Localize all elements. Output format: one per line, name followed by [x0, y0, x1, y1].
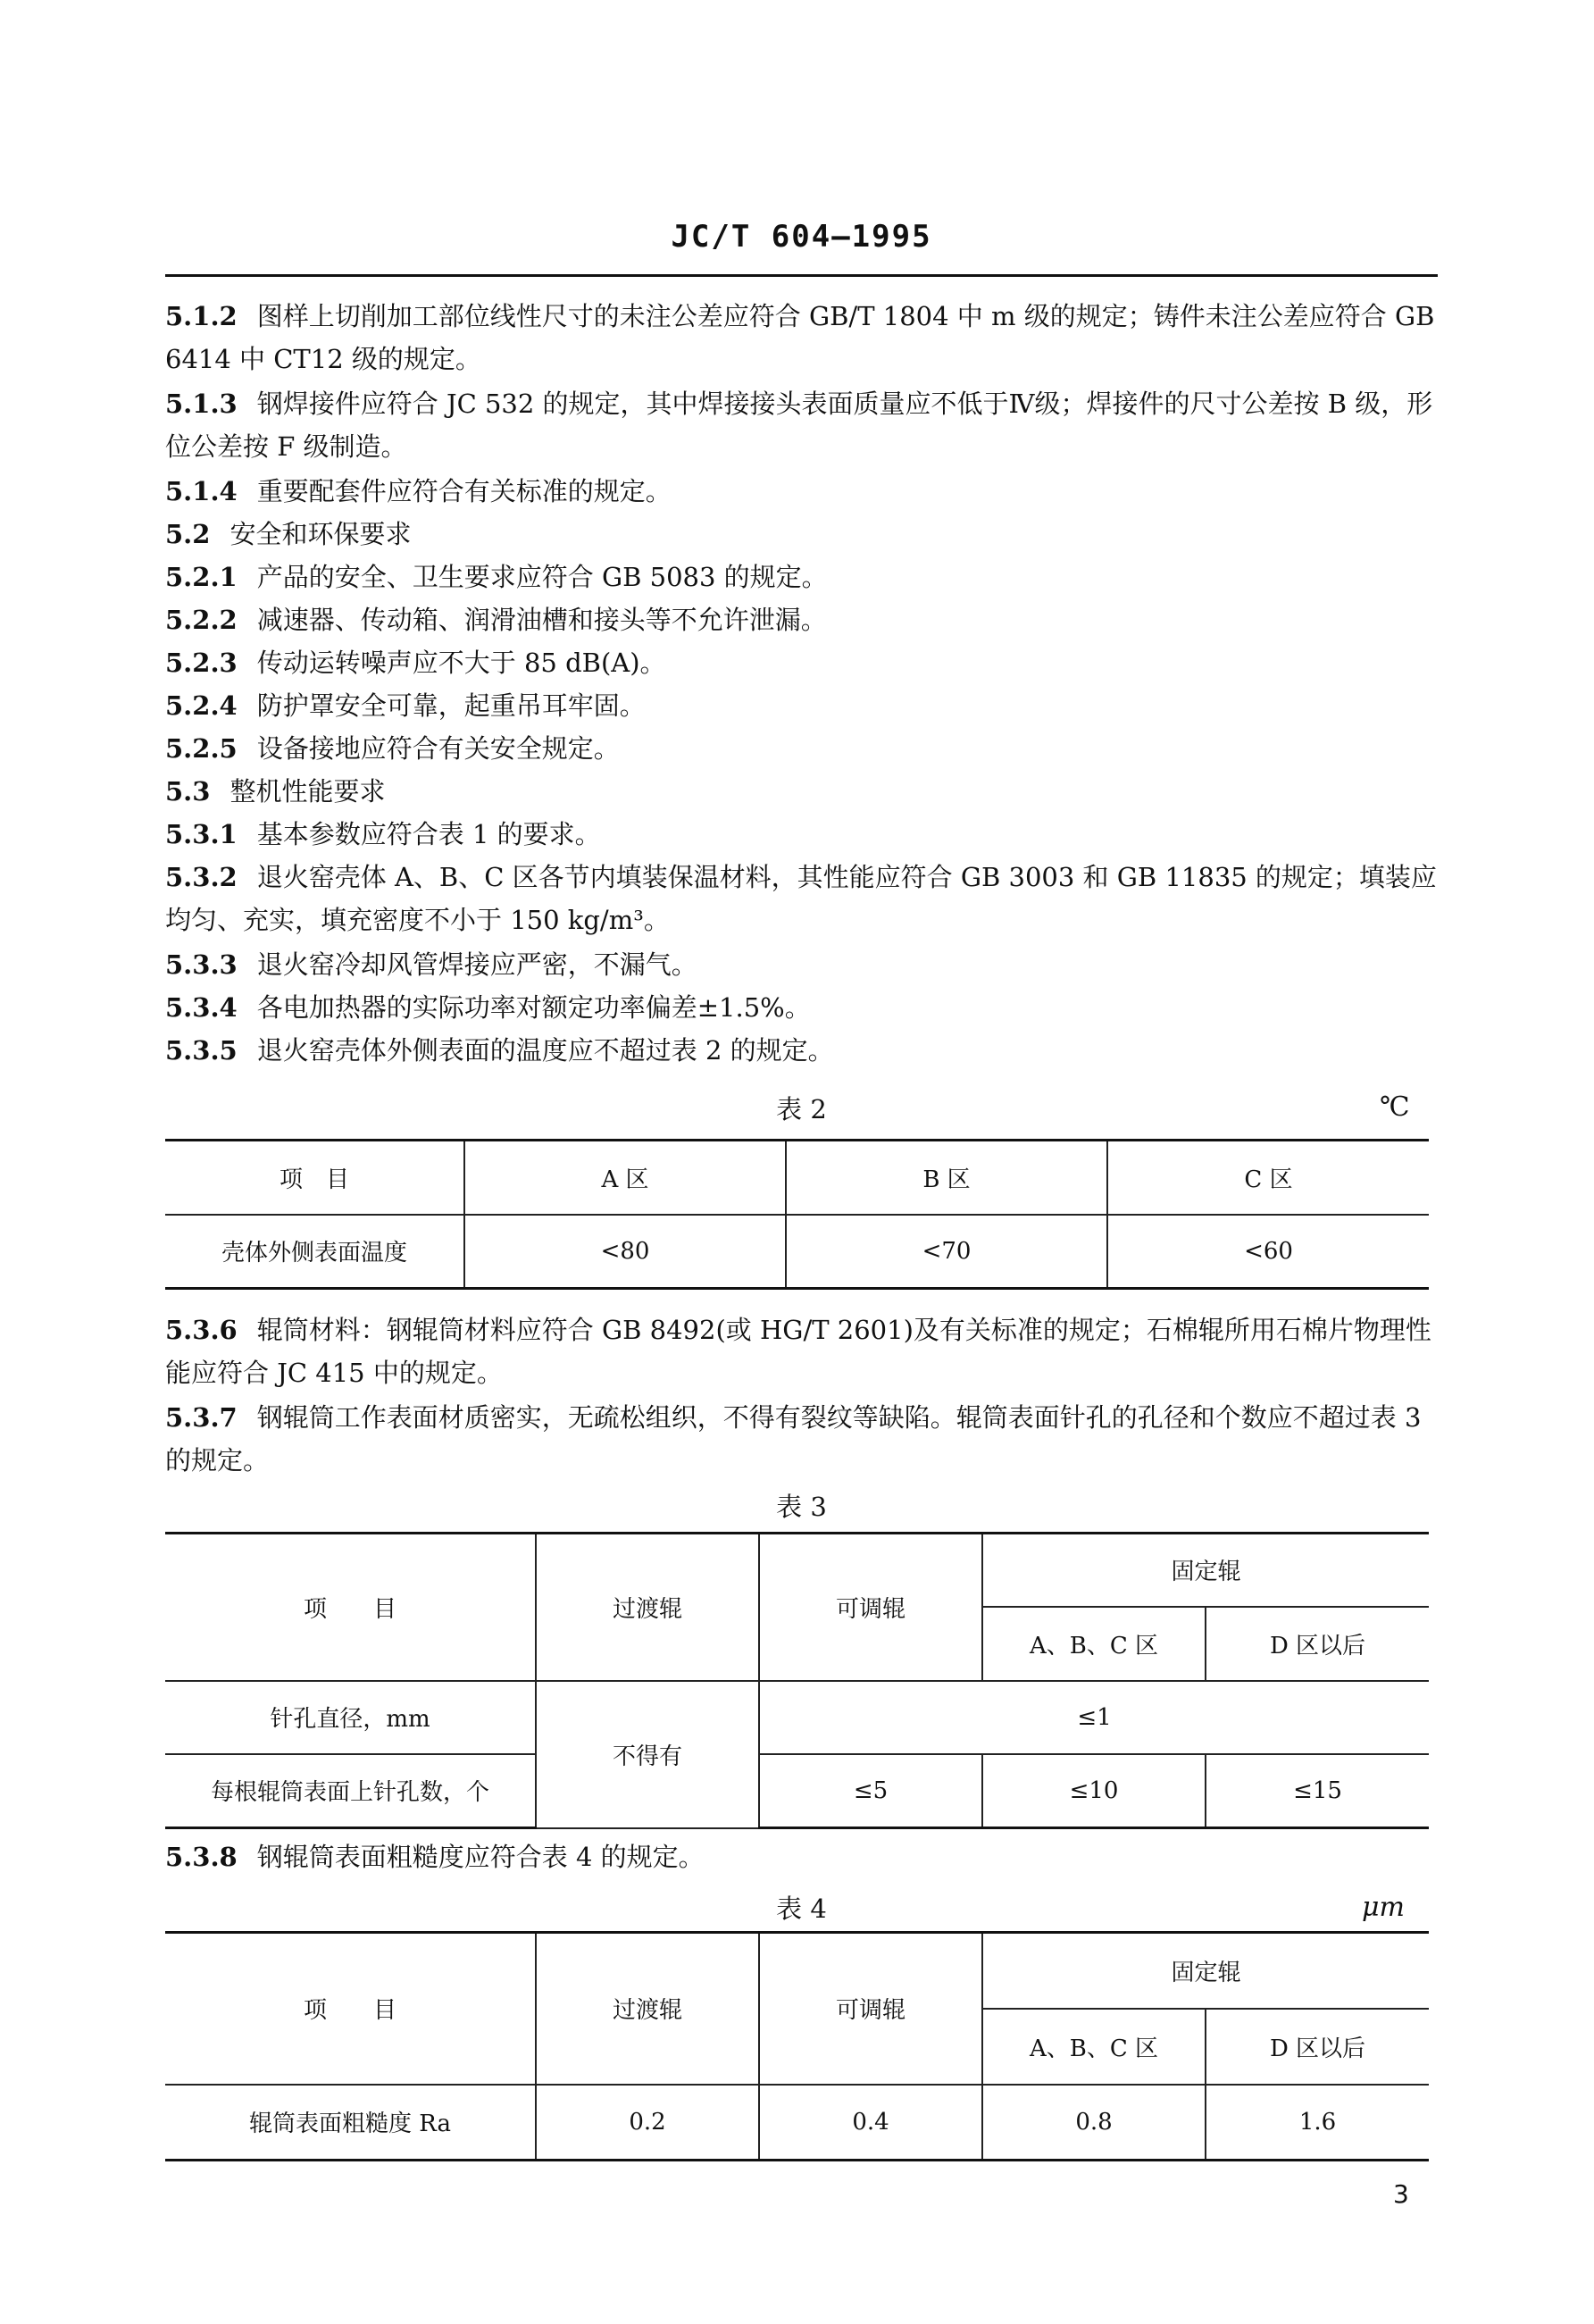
clause-5-3-5 [165, 1029, 1438, 1072]
clause-number: 5.2.1 [165, 562, 238, 592]
table2-cell: <60 [1107, 1215, 1429, 1289]
table2-cell: 壳体外侧表面温度 [165, 1215, 464, 1289]
clause-text: 退火窑冷却风管焊接应严密，不漏气。 [256, 949, 697, 980]
clause-5-3-8 [165, 1835, 1438, 1878]
clause-text: 图样上切削加工部位线性尺寸的未注公差应符合 GB/T 1804 中 m 级的规定；铸件未注公差应符合 GB 6414 中 CT12 级的规定。 [165, 301, 1435, 374]
table3-header-fixed: 固定辊 [982, 1534, 1429, 1607]
clause-number: 5.1.2 [165, 301, 238, 331]
table4-header-d: D 区以后 [1206, 2009, 1429, 2085]
table4-cell: 0.8 [982, 2085, 1206, 2161]
table4 [165, 1931, 1429, 2161]
table2 [165, 1139, 1429, 1290]
clause-5-2-5 [165, 727, 1438, 770]
table4-header-transition: 过渡辊 [536, 1933, 759, 2085]
clause-5-3-3 [165, 943, 1438, 986]
table2-cell: <70 [786, 1215, 1107, 1289]
clause-5-2-4 [165, 684, 1438, 727]
clause-number: 5.2.3 [165, 648, 238, 678]
clause-text: 各电加热器的实际功率对额定功率偏差±1.5%。 [256, 992, 811, 1023]
clause-text: 基本参数应符合表 1 的要求。 [256, 819, 601, 849]
clause-5-2-3 [165, 641, 1438, 684]
table3-not-allowed: 不得有 [536, 1681, 759, 1828]
table3-header-transition: 过渡辊 [536, 1534, 759, 1681]
clause-text: 减速器、传动箱、润滑油槽和接头等不允许泄漏。 [256, 605, 827, 635]
table3-header-d: D 区以后 [1206, 1607, 1429, 1681]
clause-5-3-2 [165, 856, 1438, 941]
clause-5-3-6 [165, 1308, 1438, 1394]
table2-unit: ℃ [1380, 1091, 1410, 1123]
clause-text: 辊筒材料：钢辊筒材料应符合 GB 8492(或 HG/T 2601)及有关标准的规定；石棉辊所用石棉片物理性能应符合 JC 415 中的规定。 [165, 1315, 1431, 1388]
clause-5-2-1 [165, 556, 1438, 598]
clause-number: 5.2 [165, 519, 211, 549]
clause-5-3 [165, 770, 1438, 813]
table2-row [165, 1215, 1429, 1289]
table3-cell: ≤15 [1206, 1754, 1429, 1828]
clause-text: 退火窑壳体外侧表面的温度应不超过表 2 的规定。 [256, 1035, 834, 1066]
clause-number: 5.2.5 [165, 733, 238, 764]
clause-number: 5.3.7 [165, 1402, 238, 1433]
table3-row-label: 针孔直径，mm [165, 1681, 536, 1754]
table4-header-row-1 [165, 1933, 1429, 2009]
table4-cell: 1.6 [1206, 2085, 1429, 2161]
table4-header-item: 项 目 [165, 1933, 536, 2085]
clause-text: 设备接地应符合有关安全规定。 [256, 733, 620, 764]
table2-header-cell: A 区 [464, 1141, 786, 1215]
clause-text: 整机性能要求 [230, 776, 386, 807]
clause-number: 5.3 [165, 776, 211, 807]
clause-number: 5.3.5 [165, 1035, 238, 1066]
table3-row-label: 每根辊筒表面上针孔数，个 [165, 1754, 536, 1828]
table3-header-row-1 [165, 1534, 1429, 1607]
table2-cell: <80 [464, 1215, 786, 1289]
page-header-title: JC/T 604—1995 [671, 219, 932, 255]
table3-cell: ≤5 [759, 1754, 982, 1828]
table4-header-abc: A、B、C 区 [982, 2009, 1206, 2085]
table2-header-cell: C 区 [1107, 1141, 1429, 1215]
clause-number: 5.1.4 [165, 476, 238, 506]
clause-text: 钢焊接件应符合 JC 532 的规定，其中焊接接头表面质量应不低于Ⅳ级；焊接件的尺寸公差按 B 级，形位公差按 F 级制造。 [165, 389, 1433, 462]
clause-5-1-2 [165, 295, 1438, 380]
clause-text: 安全和环保要求 [230, 519, 412, 549]
clause-5-1-4 [165, 470, 1438, 513]
clause-5-1-3 [165, 382, 1438, 468]
clause-text: 钢辊筒工作表面材质密实，无疏松组织，不得有裂纹等缺陷。辊筒表面针孔的孔径和个数应不超过表 3 的规定。 [165, 1402, 1422, 1475]
table3-header-item: 项 目 [165, 1534, 536, 1681]
table3-caption: 表 3 [776, 1492, 827, 1522]
clause-5-3-7 [165, 1396, 1438, 1482]
page-number: 3 [1393, 2179, 1409, 2209]
table3 [165, 1532, 1429, 1829]
clause-text: 防护罩安全可靠，起重吊耳牢固。 [256, 690, 646, 721]
clause-number: 5.3.3 [165, 949, 238, 980]
clause-5-3-1 [165, 813, 1438, 856]
clause-number: 5.3.8 [165, 1842, 238, 1872]
table2-header-cell: B 区 [786, 1141, 1107, 1215]
clause-text: 重要配套件应符合有关标准的规定。 [256, 476, 672, 506]
clause-number: 5.3.2 [165, 862, 238, 892]
clause-5-3-4 [165, 986, 1438, 1029]
table3-header-adjustable: 可调辊 [759, 1534, 982, 1681]
clause-5-2 [165, 513, 1438, 556]
clause-number: 5.3.4 [165, 992, 238, 1023]
clause-text: 钢辊筒表面粗糙度应符合表 4 的规定。 [256, 1842, 705, 1872]
clause-number: 5.2.2 [165, 605, 238, 635]
table3-header-abc: A、B、C 区 [982, 1607, 1206, 1681]
table2-header-cell: 项 目 [165, 1141, 464, 1215]
clause-number: 5.2.4 [165, 690, 238, 721]
table2-caption: 表 2 [776, 1094, 827, 1124]
clause-text: 退火窑壳体 A、B、C 区各节内填装保温材料，其性能应符合 GB 3003 和 GB 11835 的规定；填装应均匀、充实，填充密度不小于 150 kg/m³。 [165, 862, 1437, 935]
clause-5-2-2 [165, 598, 1438, 641]
table4-cell: 0.2 [536, 2085, 759, 2161]
clause-text: 传动运转噪声应不大于 85 dB(A)。 [256, 648, 666, 678]
table4-row-label: 辊筒表面粗糙度 Ra [165, 2085, 536, 2161]
table3-diameter-value: ≤1 [759, 1681, 1429, 1754]
clause-number: 5.3.6 [165, 1315, 238, 1345]
table2-header-row [165, 1141, 1429, 1215]
table4-caption: 表 4 [776, 1893, 827, 1924]
clause-number: 5.3.1 [165, 819, 238, 849]
table3-row-diameter [165, 1681, 1429, 1754]
table3-row-count [165, 1754, 1429, 1828]
header-rule [165, 274, 1438, 277]
table3-cell: ≤10 [982, 1754, 1206, 1828]
clause-number: 5.1.3 [165, 389, 238, 419]
table4-unit: μm [1362, 1892, 1405, 1923]
table4-header-adjustable: 可调辊 [759, 1933, 982, 2085]
table4-header-fixed: 固定辊 [982, 1933, 1429, 2009]
table4-cell: 0.4 [759, 2085, 982, 2161]
table4-row-roughness [165, 2085, 1429, 2161]
clause-text: 产品的安全、卫生要求应符合 GB 5083 的规定。 [256, 562, 828, 592]
